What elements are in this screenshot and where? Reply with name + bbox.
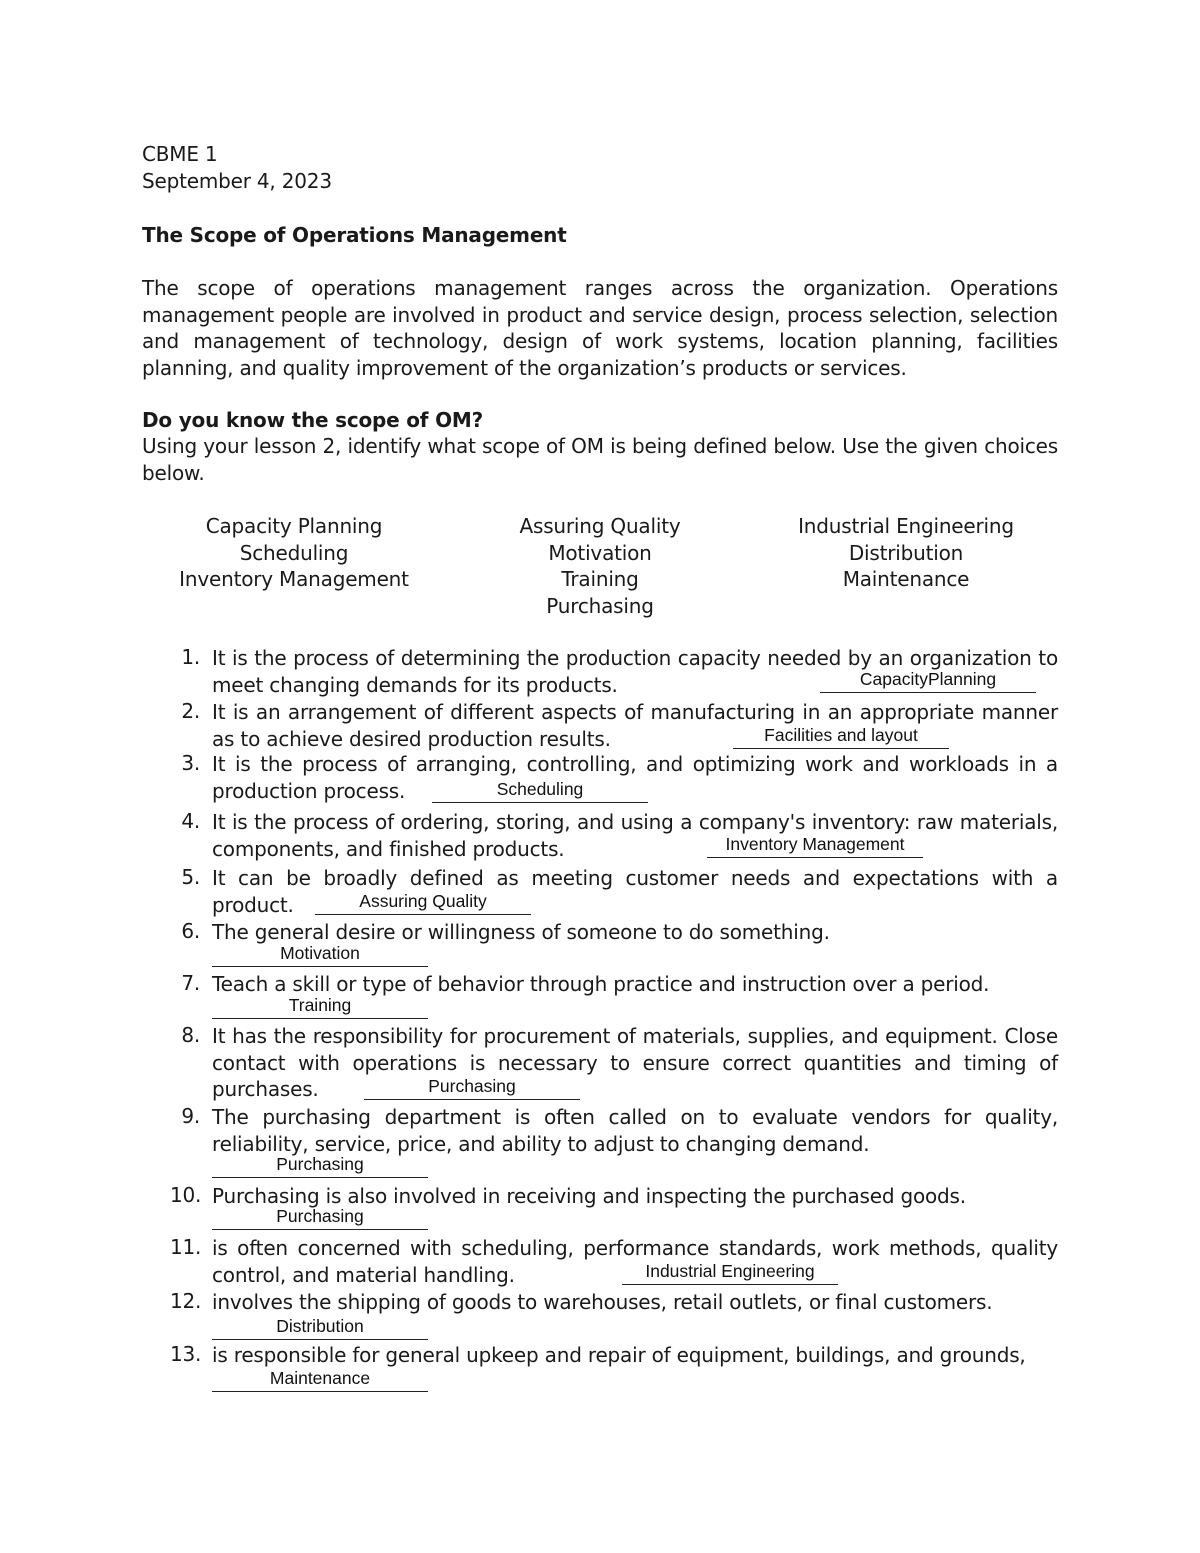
question-number: 4.: [181, 809, 200, 833]
activity-heading: Do you know the scope of OM?: [142, 408, 483, 432]
question-text: It is the process of ordering, storing, and using a company's inventory: raw materials, components, and finished products.: [212, 810, 1058, 861]
question-text: is often concerned with scheduling, performance standards, work methods, quality control, and material handling.: [212, 1236, 1058, 1287]
question-text: It has the responsibility for procurement of materials, supplies, and equipment. Close contact with operations is necessary to ensure correct quantities and timing of purchases.: [212, 1024, 1058, 1101]
question-text: Teach a skill or type of behavior through practice and instruction over a period.: [212, 972, 990, 996]
question-text: involves the shipping of goods to warehouses, retail outlets, or final customers.: [212, 1290, 993, 1314]
choice-item: Inventory Management: [179, 567, 409, 591]
question-text: The purchasing department is often called on to evaluate vendors for quality, reliability, service, price, and ability to adjust to changing demand.: [212, 1105, 1058, 1156]
answer-field[interactable]: Distribution: [212, 1317, 428, 1340]
question-number: 6.: [181, 919, 200, 943]
answer-field[interactable]: Purchasing: [212, 1207, 428, 1230]
answer-field[interactable]: Scheduling: [432, 780, 648, 803]
question-text: The general desire or willingness of someone to do something.: [212, 920, 830, 944]
question-number: 7.: [181, 971, 200, 995]
choice-item: Training: [561, 567, 639, 591]
document-date: September 4, 2023: [142, 169, 332, 193]
choice-item: Scheduling: [239, 540, 349, 565]
question-number: 3.: [181, 751, 200, 775]
choice-item: Industrial Engineering: [798, 514, 1014, 538]
question-number: 1.: [181, 645, 200, 669]
choice-item: Motivation: [548, 540, 652, 565]
question-number: 11.: [170, 1235, 202, 1259]
question-number: 2.: [181, 699, 200, 723]
question-number: 13.: [170, 1342, 202, 1366]
choice-item: Purchasing: [546, 593, 654, 618]
answer-field[interactable]: Facilities and layout: [733, 726, 949, 749]
answer-field[interactable]: Training: [212, 996, 428, 1019]
question-number: 12.: [170, 1289, 202, 1313]
intro-paragraph: The scope of operations management ranges across the organization. Operations management people are involved in product and service design, process selection, selection and management of technology, design of work systems, location planning, facilities planning, and quality improvement of the organization’s products or services.: [142, 276, 1058, 380]
answer-field[interactable]: CapacityPlanning: [820, 670, 1036, 693]
answer-field[interactable]: Inventory Management: [707, 835, 923, 858]
question-text: It can be broadly defined as meeting customer needs and expectations with a product.: [212, 866, 1058, 917]
answer-field[interactable]: Maintenance: [212, 1369, 428, 1392]
page-title: The Scope of Operations Management: [142, 223, 567, 247]
question-number: 8.: [181, 1023, 200, 1047]
choice-item: Maintenance: [842, 567, 970, 591]
answer-field[interactable]: Motivation: [212, 944, 428, 967]
question-number: 10.: [170, 1183, 202, 1207]
choices-column-3: [726, 513, 1086, 593]
answer-field[interactable]: Assuring Quality: [315, 892, 531, 915]
answer-field[interactable]: Purchasing: [364, 1077, 580, 1100]
course-code: CBME 1: [142, 142, 218, 166]
question-text: It is an arrangement of different aspects of manufacturing in an appropriate manner as to achieve desired production results.: [212, 700, 1058, 751]
question-text: Purchasing is also involved in receiving and inspecting the purchased goods.: [212, 1184, 966, 1208]
question-number: 9.: [181, 1104, 200, 1128]
question-text: It is the process of arranging, controlling, and optimizing work and workloads in a production process.: [212, 752, 1058, 803]
answer-field[interactable]: Industrial Engineering: [622, 1262, 838, 1285]
choice-item: Distribution: [848, 540, 964, 565]
activity-instructions: Using your lesson 2, identify what scope of OM is being defined below. Use the given choices below.: [142, 434, 1058, 485]
question-text: is responsible for general upkeep and repair of equipment, buildings, and grounds,: [212, 1343, 1026, 1367]
answer-field[interactable]: Purchasing: [212, 1155, 428, 1178]
choice-item: Assuring Quality: [519, 514, 681, 538]
choice-item: Capacity Planning: [205, 514, 383, 538]
question-text: It is the process of determining the production capacity needed by an organization to meet changing demands for its products.: [212, 646, 1058, 697]
question-number: 5.: [181, 865, 200, 889]
